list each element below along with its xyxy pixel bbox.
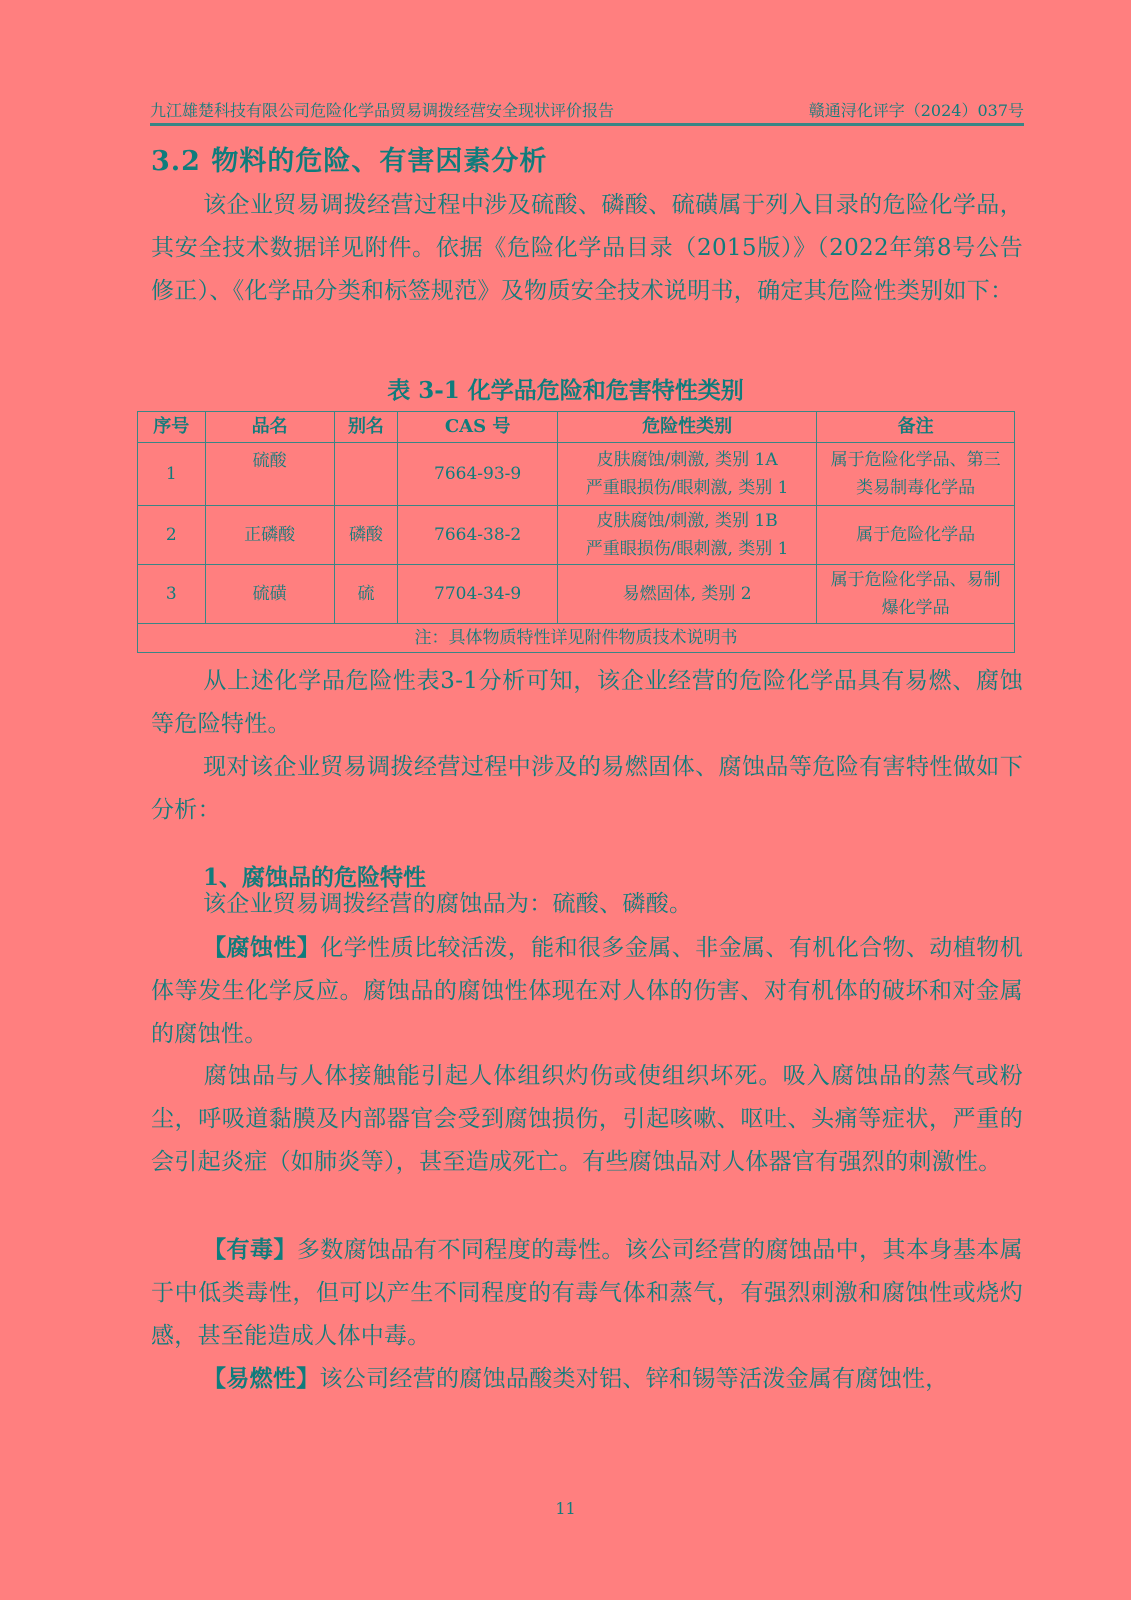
cell-hazard: 皮肤腐蚀/刺激, 类别 1B 严重眼损伤/眼刺激, 类别 1 [558, 506, 817, 565]
header-report-number: 赣通浔化评字（2024）037号 [808, 101, 1024, 120]
col-header-remark: 备注 [817, 412, 1015, 443]
section-title: 3.2 物料的危险、有害因素分析 [151, 146, 548, 177]
table-note-row [138, 624, 1015, 653]
col-header-cas: CAS 号 [398, 412, 558, 443]
paragraph-corrosive-list: 该企业贸易调拨经营的腐蚀品为：硫酸、磷酸。 [203, 891, 693, 917]
table-row [138, 565, 1015, 624]
cell-alias: 硫 [334, 565, 398, 624]
cell-no: 3 [138, 565, 206, 624]
cell-no: 1 [138, 443, 206, 506]
table-note: 注：具体物质特性详见附件物质技术说明书 [138, 624, 1015, 653]
paragraph-human-contact: 腐蚀品与人体接触能引起人体组织灼伤或使组织坏死。吸入腐蚀品的蒸气或粉尘，呼吸道黏膜及内部器官会受到腐蚀损伤，引起咳嗽、呕吐、头痛等症状，严重的会引起炎症（如肺炎等），甚至造成死亡。有些腐蚀品对人体器官有强烈的刺激性。 [151, 1063, 1023, 1175]
tag-flammability: 【易燃性】 [203, 1365, 320, 1392]
table-caption: 表 3-1 化学品危险和危害特性类别 [387, 377, 744, 404]
cell-name: 硫酸 [205, 443, 334, 506]
paragraph-toxicity: 【有毒】多数腐蚀品有不同程度的毒性。该公司经营的腐蚀品中，其本身基本属于中低类毒性，但可以产生不同程度的有毒气体和蒸气，有强烈刺激和腐蚀性或烧灼感，甚至能造成人体中毒。 [151, 1236, 1023, 1349]
col-header-alias: 别名 [334, 412, 398, 443]
cell-name: 正磷酸 [205, 506, 334, 565]
header-report-title: 九江雄楚科技有限公司危险化学品贸易调拨经营安全现状评价报告 [150, 101, 615, 120]
cell-cas: 7664-93-9 [398, 443, 558, 506]
cell-cas: 7664-38-2 [398, 506, 558, 565]
col-header-no: 序号 [138, 412, 206, 443]
cell-remark: 属于危险化学品、易制 爆化学品 [817, 565, 1015, 624]
cell-hazard: 易燃固体, 类别 2 [558, 565, 817, 624]
tag-toxicity: 【有毒】 [203, 1236, 297, 1263]
cell-name: 硫磺 [205, 565, 334, 624]
paragraph-summary: 从上述化学品危险性表3-1分析可知，该企业经营的危险化学品具有易燃、腐蚀等危险特性。 [151, 668, 1023, 737]
hazard-table [137, 411, 1015, 653]
page-number: 11 [555, 1499, 576, 1518]
cell-alias: 磷酸 [334, 506, 398, 565]
col-header-hazard: 危险性类别 [558, 412, 817, 443]
paragraph-corrosivity: 【腐蚀性】化学性质比较活泼，能和很多金属、非金属、有机化合物、动植物机体等发生化学反应。腐蚀品的腐蚀性体现在对人体的伤害、对有机体的破坏和对金属的腐蚀性。 [151, 934, 1024, 1047]
table-row [138, 443, 1015, 506]
cell-cas: 7704-34-9 [398, 565, 558, 624]
page-header [150, 99, 1024, 126]
cell-no: 2 [138, 506, 206, 565]
cell-hazard: 皮肤腐蚀/刺激, 类别 1A 严重眼损伤/眼刺激, 类别 1 [558, 443, 817, 506]
paragraph-intro: 该企业贸易调拨经营过程中涉及硫酸、磷酸、硫磺属于列入目录的危险化学品，其安全技术数据详见附件。依据《危险化学品目录（2015版）》（2022年第8号公告修正）、《化学品分类和标签规范》及物质安全技术说明书，确定其危险性类别如下： [151, 192, 1023, 304]
table-row [138, 506, 1015, 565]
cell-alias [334, 443, 398, 506]
cell-remark: 属于危险化学品、第三 类易制毒化学品 [817, 443, 1015, 506]
table-header-row [138, 412, 1015, 443]
cell-remark: 属于危险化学品 [817, 506, 1015, 565]
paragraph-analysis-intro: 现对该企业贸易调拨经营过程中涉及的易燃固体、腐蚀品等危险有害特性做如下分析： [151, 754, 1023, 823]
tag-corrosivity: 【腐蚀性】 [203, 934, 321, 961]
subheading-corrosive-hazards: 1、腐蚀品的危险特性 [203, 864, 427, 891]
paragraph-flammability: 【易燃性】该公司经营的腐蚀品酸类对铝、锌和锡等活泼金属有腐蚀性， [203, 1365, 949, 1392]
col-header-name: 品名 [205, 412, 334, 443]
